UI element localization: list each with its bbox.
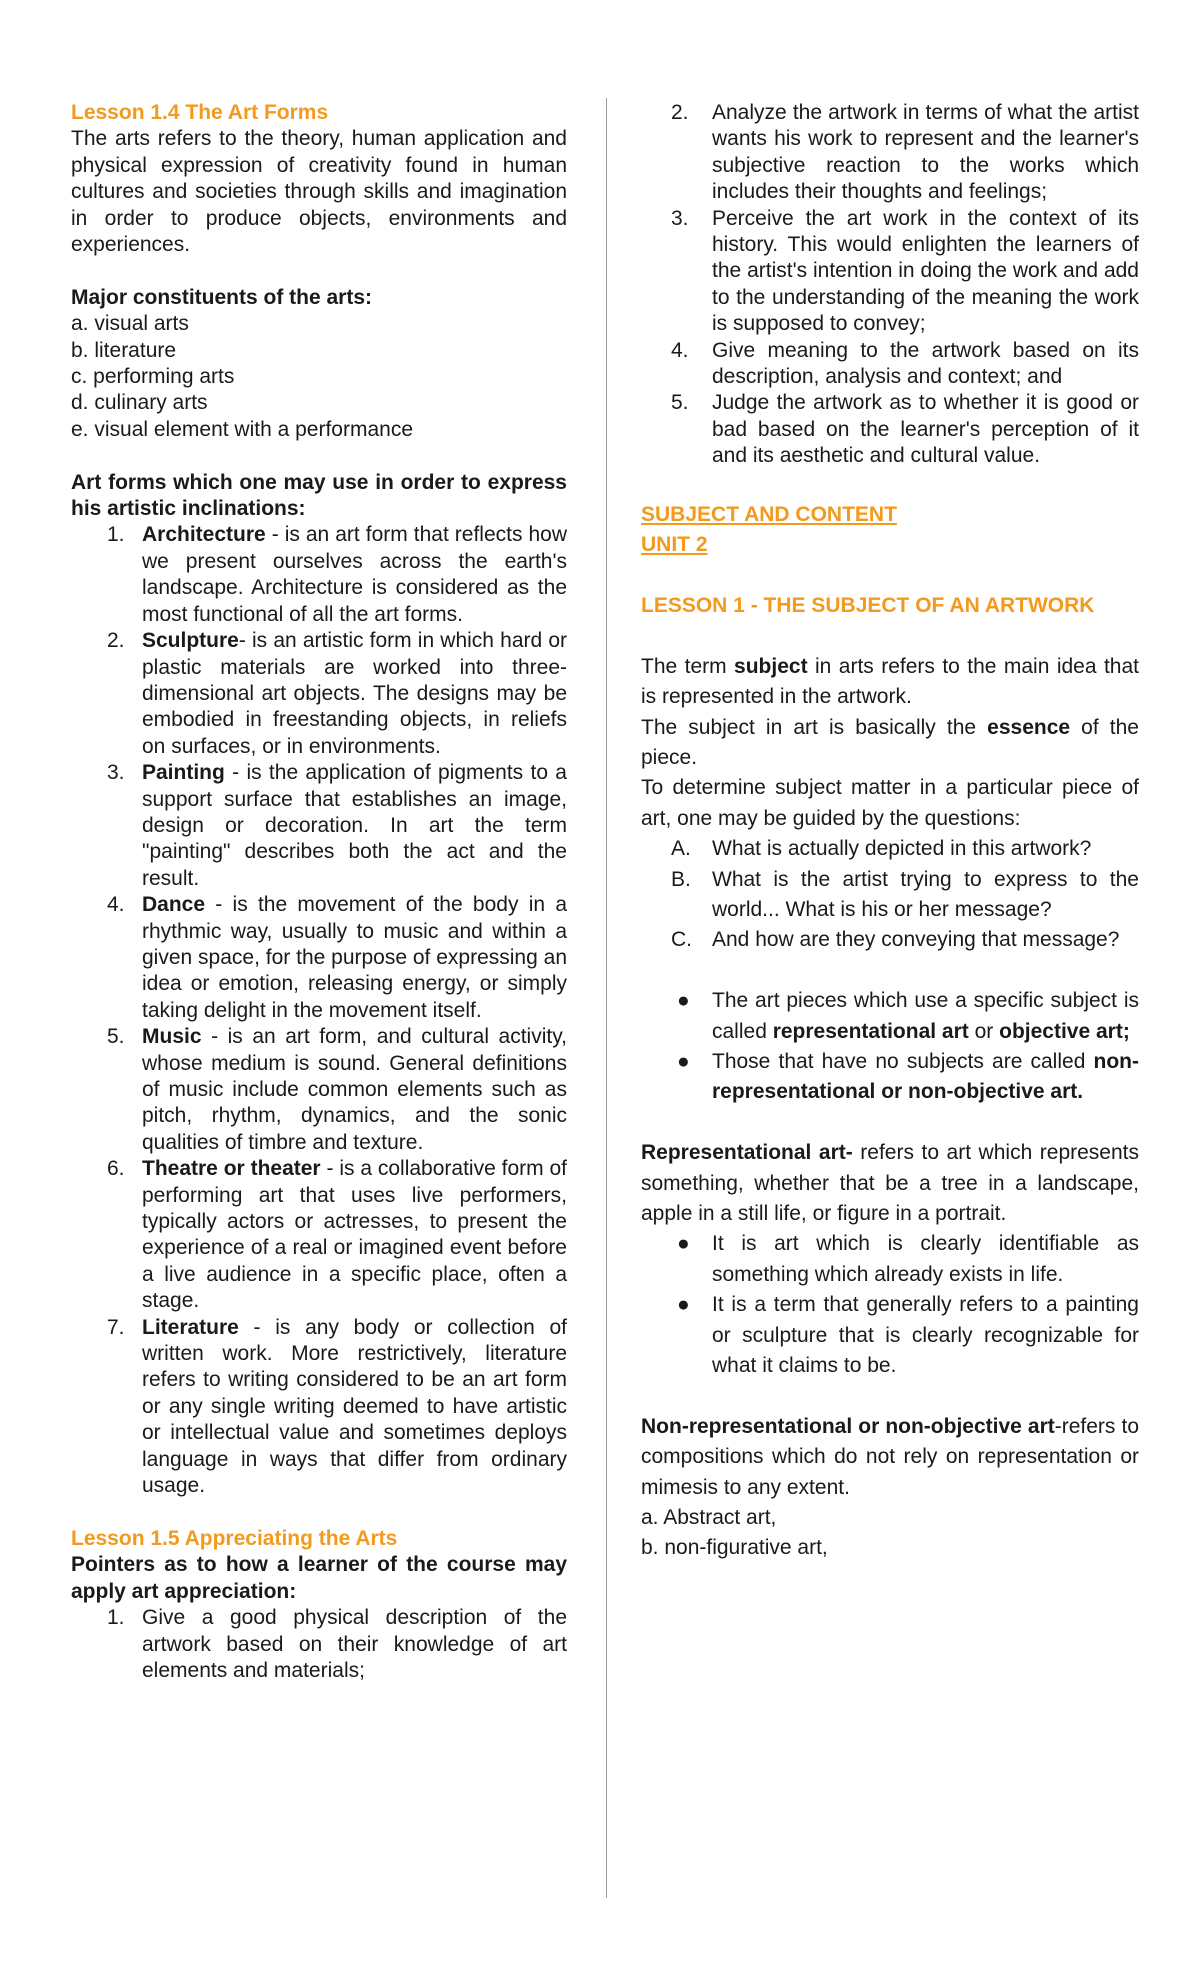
- unit-2-title: UNIT 2: [641, 533, 708, 557]
- constituents-heading: Major constituents of the arts:: [71, 285, 373, 309]
- non-representational-paragraph: Non-representational or non-objective art-refers to compositions which do not rely on representation or mimesis to any extent.: [641, 1414, 1139, 1499]
- list-item: 3. Perceive the art work in the context of its history. This would enlighten the learners of the artist's intention in doing the work and add to the understanding of the meaning the work is supposed to convey;: [671, 206, 1139, 336]
- constituents-list: [71, 311, 567, 443]
- lesson-1-title: LESSON 1 - THE SUBJECT OF AN ARTWORK: [641, 593, 1095, 617]
- list-item: 2. Analyze the artwork in terms of what the artist wants his work to represent and the learner's subjective reaction to the works which includes their thoughts and feelings;: [671, 101, 1139, 204]
- bullet-icon: ●: [677, 1293, 690, 1317]
- subject-and-content-title: SUBJECT AND CONTENT: [641, 502, 897, 526]
- subject-paragraph-3: To determine subject matter in a particular piece of art, one may be guided by the questions:: [641, 776, 1139, 830]
- representational-bullets: [641, 1229, 1139, 1381]
- list-item: ● It is a term that generally refers to a painting or sculpture that is clearly recognizable for what it claims to be.: [641, 1290, 1139, 1381]
- list-item: b. literature: [71, 338, 177, 362]
- list-item: b. non-figurative art,: [641, 1536, 828, 1560]
- list-item: 2. Sculpture- is an artistic form in which hard or plastic materials are worked into three-dimensional art objects. The designs may be embodied in freestanding objects, in reliefs on surfaces, or in environments.: [107, 629, 567, 758]
- list-item: a. Abstract art,: [641, 1506, 777, 1530]
- column-divider: [606, 98, 607, 1898]
- art-forms-heading: Art forms which one may use in order to express his artistic inclinations:: [71, 470, 567, 521]
- list-item: B. What is the artist trying to express to the world... What is his or her message?: [671, 867, 1139, 921]
- list-item: a. visual arts: [71, 312, 189, 336]
- list-item: 1. Architecture - is an art form that reflects how we present ourselves across the earth's landscape. Architecture is considered as the most functional of all the art forms.: [107, 523, 567, 626]
- pointers-list: [71, 1605, 567, 1684]
- list-item: ● It is art which is clearly identifiable as something which already exists in life.: [641, 1229, 1139, 1290]
- list-item: 6. Theatre or theater - is a collaborative form of performing art that uses live performers, typically actors or actresses, to present the experience of a real or imagined event before a live audience in a specific place, often a stage.: [107, 1157, 567, 1313]
- list-item: e. visual element with a performance: [71, 417, 413, 441]
- list-item: ● Those that have no subjects are called non-representational or non-objective art.: [641, 1047, 1139, 1108]
- bullet-icon: ●: [677, 989, 690, 1013]
- right-column: [641, 100, 1139, 1564]
- list-item: c. performing arts: [71, 365, 235, 389]
- questions-list: [641, 834, 1139, 956]
- bullet-icon: ●: [677, 1049, 690, 1073]
- list-item: 1. Give a good physical description of the artwork based on their knowledge of art elements and materials;: [107, 1606, 567, 1682]
- list-item: 4. Dance - is the movement of the body in a rhythmic way, usually to music and within a given space, for the purpose of expressing an idea or emotion, releasing energy, or simply taking delight in the movement itself.: [107, 893, 567, 1022]
- list-item: C. And how are they conveying that message?: [671, 928, 1120, 952]
- pointers-list-continued: [641, 100, 1139, 470]
- list-item: 5. Music - is an art form, and cultural activity, whose medium is sound. General definitions of music include common elements such as pitch, rhythm, dynamics, and the sonic qualities of timbre and texture.: [107, 1025, 567, 1154]
- list-item: ● The art pieces which use a specific subject is called representational art or objective art;: [641, 986, 1139, 1047]
- lesson-1-4-title: Lesson 1.4 The Art Forms: [71, 101, 329, 124]
- pointers-heading: Pointers as to how a learner of the course may apply art appreciation:: [71, 1553, 567, 1603]
- lesson-1-5-title: Lesson 1.5 Appreciating the Arts: [71, 1526, 398, 1550]
- intro-paragraph: The arts refers to the theory, human application and physical expression of creativity found in human cultures and societies through skills and imagination in order to produce objects, environments and experiences.: [71, 127, 567, 257]
- list-item: 4. Give meaning to the artwork based on its description, analysis and context; and: [671, 338, 1139, 389]
- subject-paragraph-1: The term subject in arts refers to the main idea that is represented in the artwork.: [641, 654, 1139, 709]
- list-item: 5. Judge the artwork as to whether it is good or bad based on the learner's perception of it and its aesthetic and cultural value.: [671, 391, 1139, 468]
- bullet-icon: ●: [677, 1232, 690, 1256]
- subject-paragraph-2: The subject in art is basically the essence of the piece.: [641, 715, 1139, 769]
- list-item: 7. Literature - is any body or collection of written work. More restrictively, literature refers to writing considered to be an art form or any single writing deemed to have artistic or intellectual value and sometimes deploys language in ways that differ from ordinary usage.: [107, 1315, 567, 1498]
- list-item: d. culinary arts: [71, 391, 208, 415]
- art-forms-list: [71, 522, 567, 1499]
- left-column: [71, 100, 567, 1684]
- representational-paragraph: Representational art- refers to art which represents something, whether that be a tree in a landscape, apple in a still life, or figure in a portrait.: [641, 1141, 1139, 1225]
- list-item: 3. Painting - is the application of pigments to a support surface that establishes an image, design or decoration. In art the term "painting" describes both the act and the result.: [107, 761, 567, 890]
- art-type-bullets: [641, 986, 1139, 1108]
- list-item: A. What is actually depicted in this artwork?: [671, 837, 1092, 861]
